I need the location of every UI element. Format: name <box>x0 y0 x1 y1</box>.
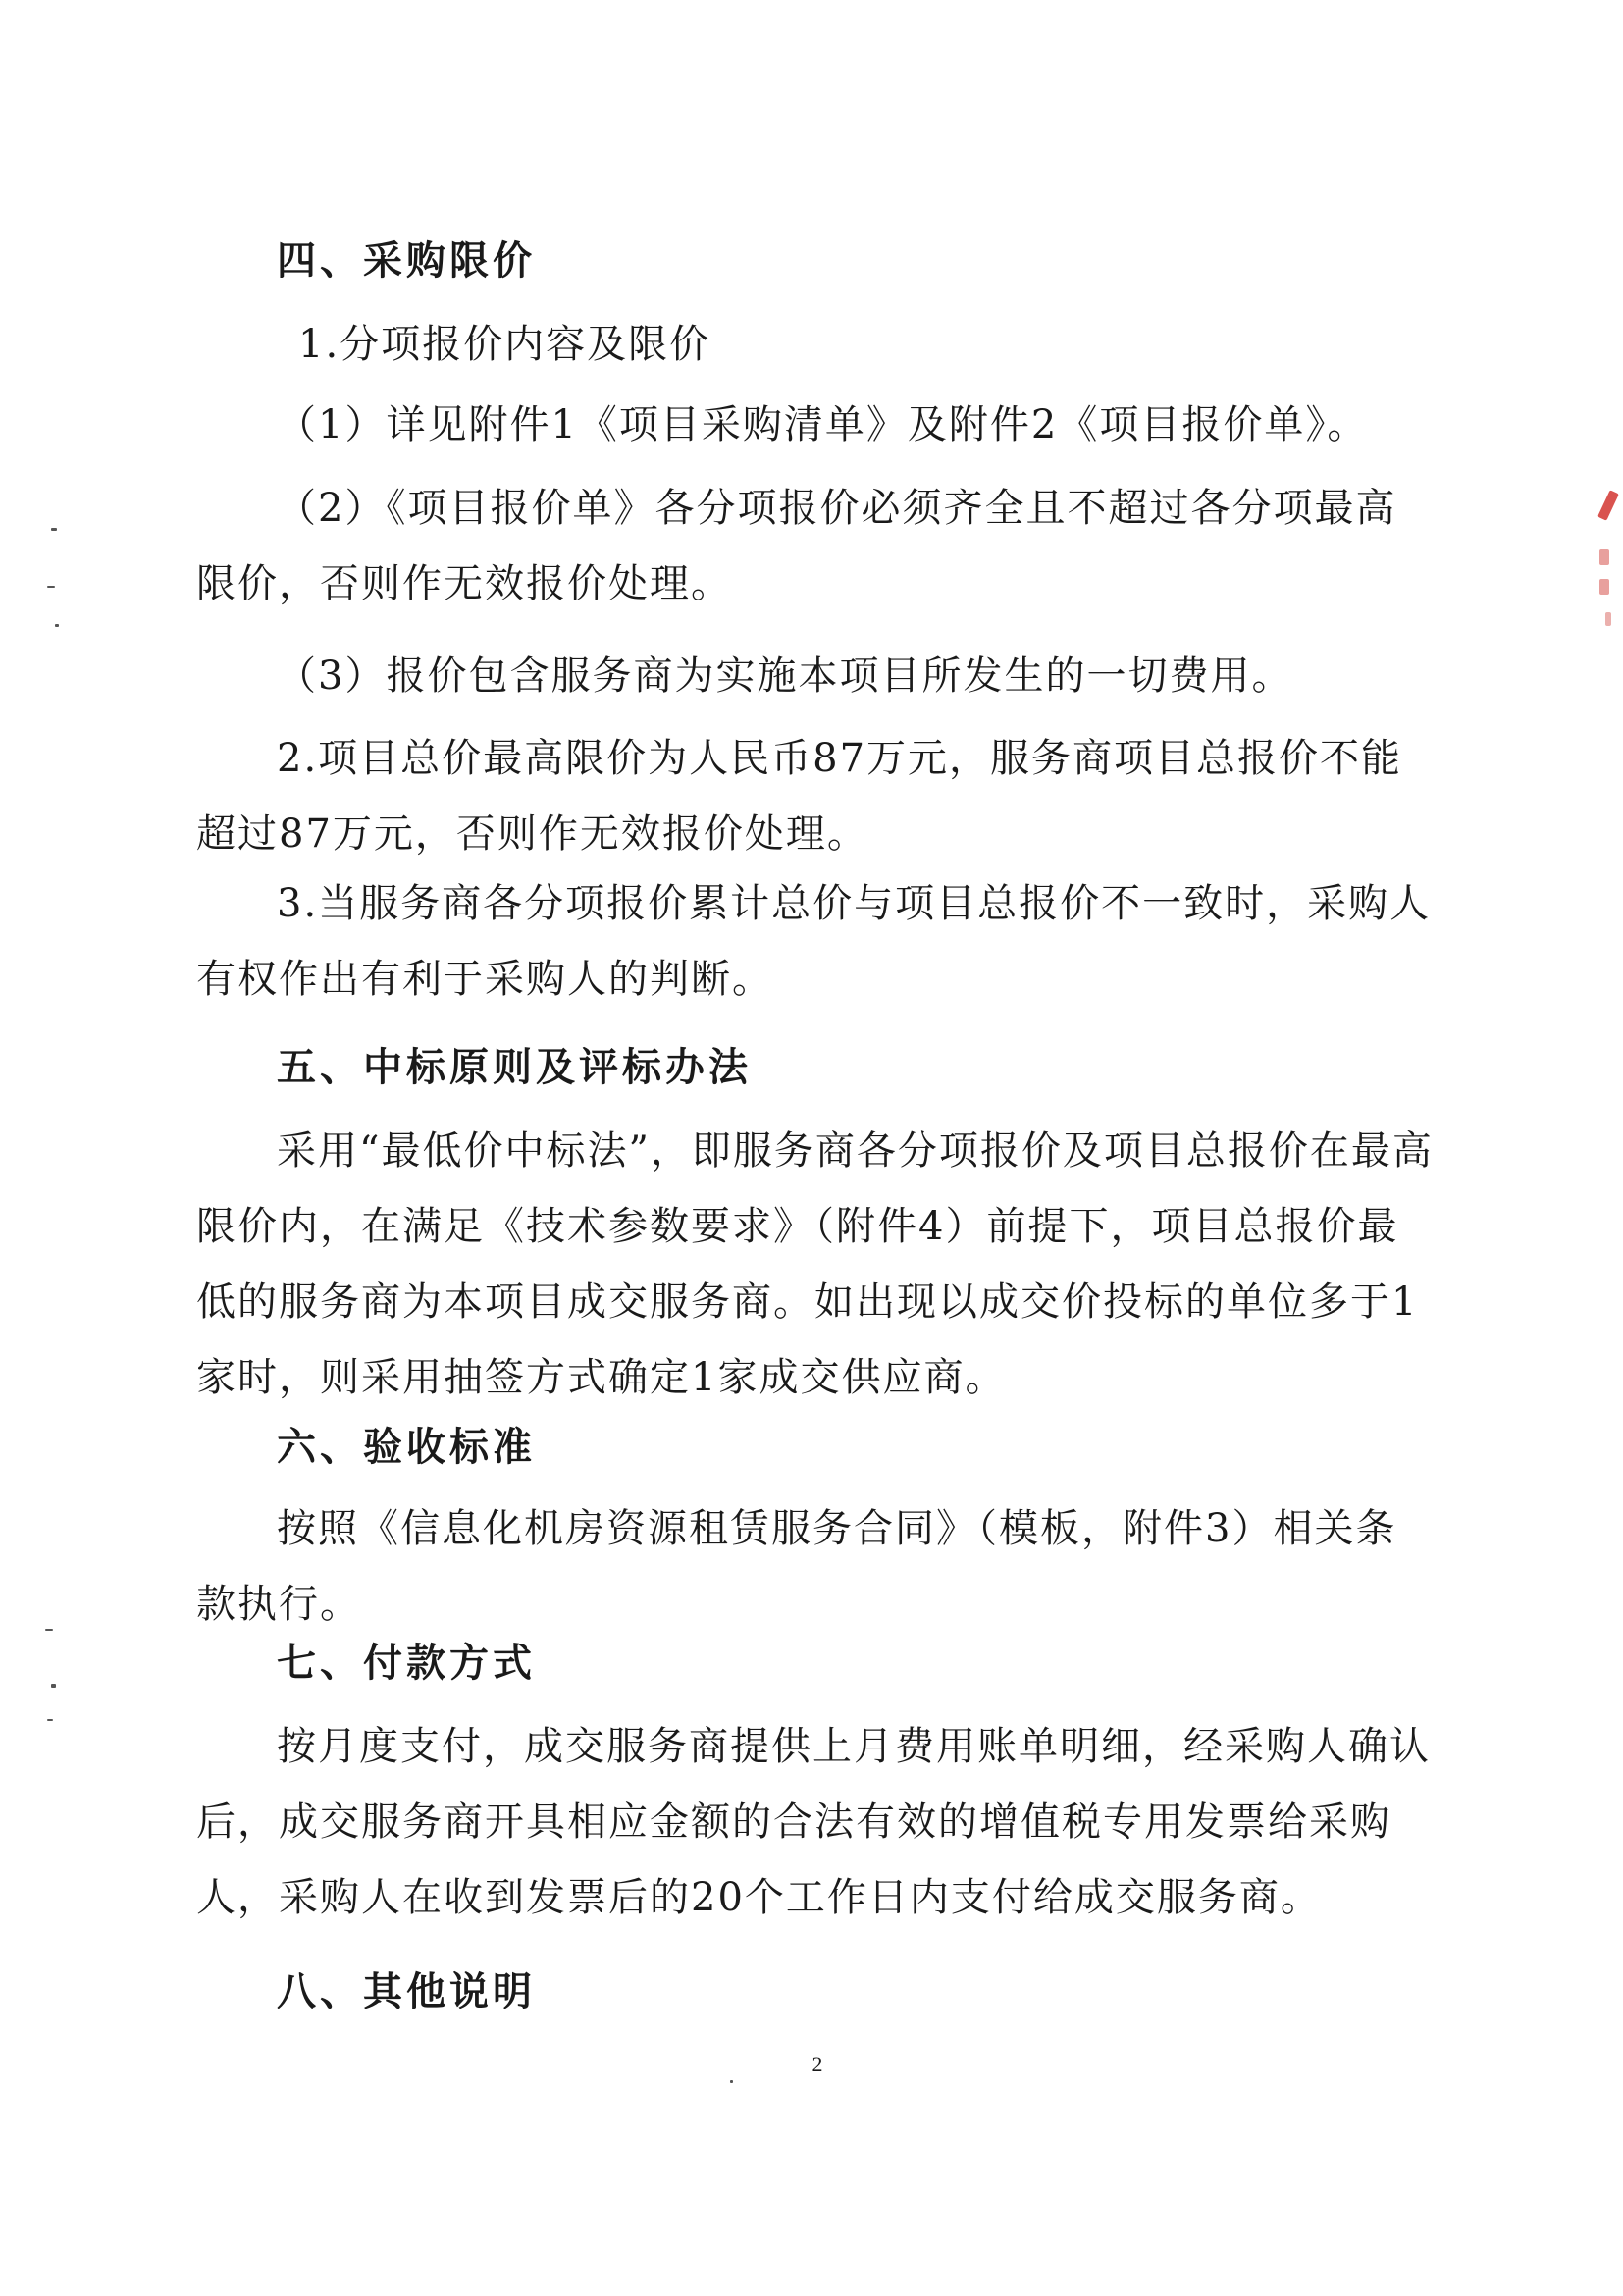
scan-speck <box>51 528 57 531</box>
section-4-item-3: 3.当服务商各分项报价累计总价与项目总报价不一致时，采购人有权作出有利于采购人的判断。 <box>196 881 1432 1002</box>
scan-speck <box>51 1684 56 1688</box>
seal-fragment <box>1597 490 1619 520</box>
section-7-heading: 七、付款方式 <box>277 1641 536 1686</box>
section-6-body: 按照《信息化机房资源租赁服务合同》（模板，附件3）相关条款执行。 <box>196 1506 1397 1627</box>
scan-speck <box>47 586 55 588</box>
scan-speck <box>55 624 59 627</box>
seal-fragment <box>1605 612 1611 626</box>
scan-speck <box>730 2080 733 2083</box>
section-4-subitem-3: （3）报价包含服务商为实施本项目所发生的一切费用。 <box>277 653 1293 699</box>
section-5-body: 采用“最低价中标法”，即服务商各分项报价及项目总报价在最高限价内，在满足《技术参数要求》（附件4）前提下，项目总报价最低的服务商为本项目成交服务商。如出现以成交价投标的单位多于1家时，则采用抽签方式确定1家成交供应商。 <box>196 1128 1434 1400</box>
section-4-subitem-1: （1）详见附件1《项目采购清单》及附件2《项目报价单》。 <box>277 402 1369 447</box>
seal-fragment <box>1599 579 1609 595</box>
seal-fragment <box>1599 549 1609 565</box>
scan-speck <box>45 1629 53 1631</box>
scan-speck <box>47 1719 53 1721</box>
section-4-heading: 四、采购限价 <box>277 238 536 284</box>
section-5-heading: 五、中标原则及评标办法 <box>277 1045 752 1090</box>
section-6-heading: 六、验收标准 <box>277 1425 536 1470</box>
section-8-heading: 八、其他说明 <box>277 1969 536 2014</box>
section-7-body: 按月度支付，成交服务商提供上月费用账单明细，经采购人确认后，成交服务商开具相应金额的合法有效的增值税专用发票给采购人，采购人在收到发票后的20个工作日内支付给成交服务商。 <box>196 1724 1431 1920</box>
section-4-item-2: 2.项目总价最高限价为人民币87万元，服务商项目总报价不能超过87万元，否则作无效报价处理。 <box>196 736 1403 857</box>
page-number: 2 <box>812 2052 823 2076</box>
section-4-item-1: 1.分项报价内容及限价 <box>298 322 711 367</box>
section-4-subitem-2: （2）《项目报价单》各分项报价必须齐全且不超过各分项最高限价，否则作无效报价处理。 <box>196 486 1397 606</box>
